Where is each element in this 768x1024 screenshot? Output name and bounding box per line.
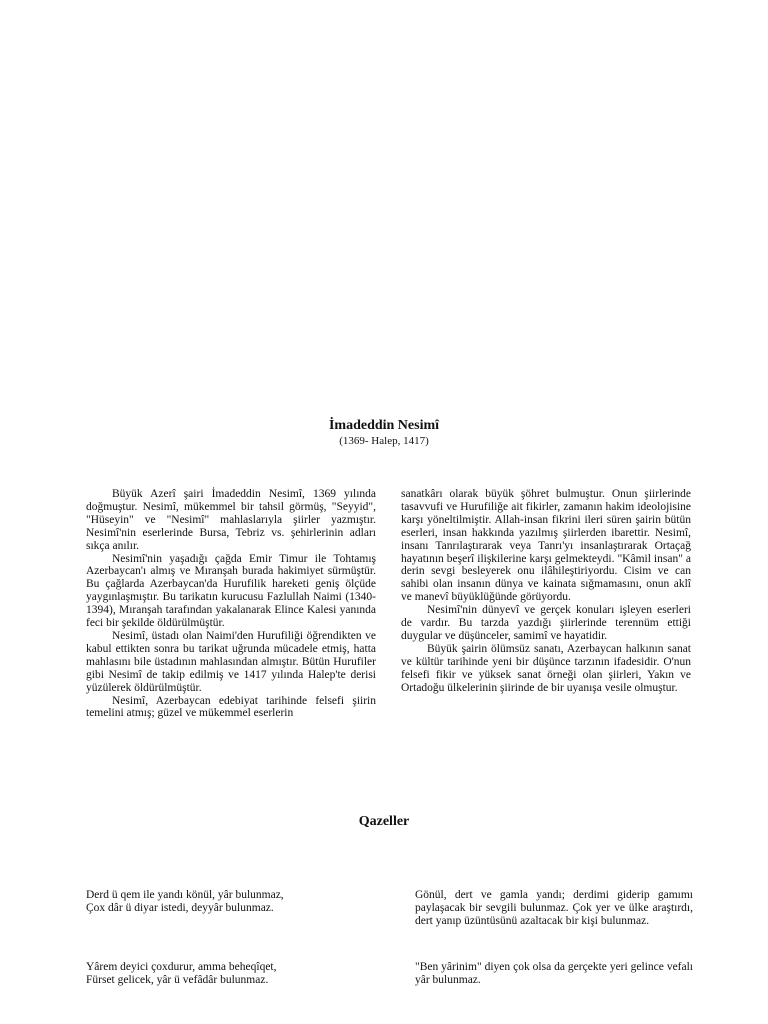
section-heading: Qazeller bbox=[358, 814, 410, 829]
biography-paragraph: Büyük Azerî şairi İmadeddin Nesimî, 1369 yılında doğmuştur. Nesimî, mükemmel bir tahsil görmüş, "Seyyid", "Hüseyin" ve "Nesimî" mahlaslarıyla şiirler yazmıştır. Nesimî'nin eserlerinde Bursa, Tebriz vs. şehirlerinin adları sıkça anılır. bbox=[86, 488, 376, 552]
biography-paragraph: Nesimî, üstadı olan Naimi'den Hurufiliği öğrendikten ve kabul ettikten sonra bu tarikat uğrunda mücadele etmiş, hatta mahlasını bile üstadının mahlasından almıştır. Bütün Hurufiler gibi Nesimî de takip edilmiş ve 1417 yılında Halep'te derisi yüzülerek öldürülmüştür. bbox=[86, 629, 376, 694]
poem-translation bbox=[415, 961, 693, 987]
biography-left-column bbox=[86, 488, 376, 720]
biography-paragraph: Nesimî, Azerbaycan edebiyat tarihinde felsefi şiirin temelini atmış; güzel ve mükemmel eserlerin bbox=[86, 694, 376, 720]
verse-line: Yârem deyici çoxdurur, amma beheqîqet, bbox=[86, 961, 277, 973]
biography-right-column bbox=[401, 488, 691, 695]
biography-paragraph: Büyük şairin ölümsüz sanatı, Azerbaycan halkının sanat ve kültür tarihinde yeni bir düşünce tarzının ifadesidir. O'nun felsefi fikir ve yüksek sanat örneği olan şiirleri, Yakın ve Ortadoğu ülkelerinin şiirinde de bir uyanışa vesile olmuştur. bbox=[401, 642, 691, 694]
translation-text: "Ben yârinim" diyen çok olsa da gerçekte yeri gelince vefalı yâr bulunmaz. bbox=[415, 961, 693, 986]
poet-name-title: İmadeddin Nesimî bbox=[328, 418, 440, 433]
biography-paragraph: Nesimî'nin yaşadığı çağda Emir Timur ile Tohtamış Azerbaycan'ı almış ve Mıranşah burada hakimiyet sürmüştür. Bu çağlarda Azerbaycan'da Hurufilik hareketi geniş ölçüde yaygınlaşmıştır. Bu tarikatın kurucusu Fazlullah Naimi (1340-1394), Mıranşah tarafından yakalanarak Elince Kalesi yanında feci bir şekilde öldürülmüştür. bbox=[86, 552, 376, 630]
poem-translation bbox=[415, 889, 693, 928]
verse-line: Derd ü qem ile yandı könül, yâr bulunmaz, bbox=[86, 889, 284, 901]
translation-text: Gönül, dert ve gamla yandı; derdimi giderip gamımı paylaşacak bir sevgili bulunmaz. Çok yer ve ülke araştırdı, dert yanıp üzüntüsünü azaltacak bir kişi bulunmaz. bbox=[415, 889, 693, 927]
verse-line: Çox dâr ü diyar istedi, deyyâr bulunmaz. bbox=[86, 901, 274, 914]
poem-original-couplet bbox=[86, 889, 376, 915]
biography-paragraph: sanatkârı olarak büyük şöhret bulmuştur. Onun şiirlerinde tasavvufi ve Hurufiliğe ait fikirler, zamanın hakim ideolojisine karşı yöneltilmiştir. Allah-insan fikrini ileri süren şairin bütün eserleri, insan hakkında yazılmış şiirlerden ibarettir. Nesimî, insanı Tanrılaştırarak veya Tanrı'yı insanlaştırarak Ortaçağ hayatının beşerî ilişkilerine karşı gelmekteydi. "Kâmil insan" a derin sevgi besleyerek onu ilâhileştiriyordu. Cisim ve can sahibi olan insanın dünya ve kainata sığmamasını, onun aklî ve manevî büyüklüğünde görüyordu. bbox=[401, 488, 691, 604]
poem-original-couplet bbox=[86, 961, 376, 987]
biography-paragraph: Nesimî'nin dünyevî ve gerçek konuları işleyen eserleri de vardır. Bu tarzda yazdığı şiirlerinde terennüm ettiği duygular ve düşünceler, samimî ve hayatidir. bbox=[401, 604, 691, 642]
verse-line: Fürset gelicek, yâr ü vefâdâr bulunmaz. bbox=[86, 973, 269, 986]
poet-dates: (1369- Halep, 1417) bbox=[339, 435, 429, 447]
